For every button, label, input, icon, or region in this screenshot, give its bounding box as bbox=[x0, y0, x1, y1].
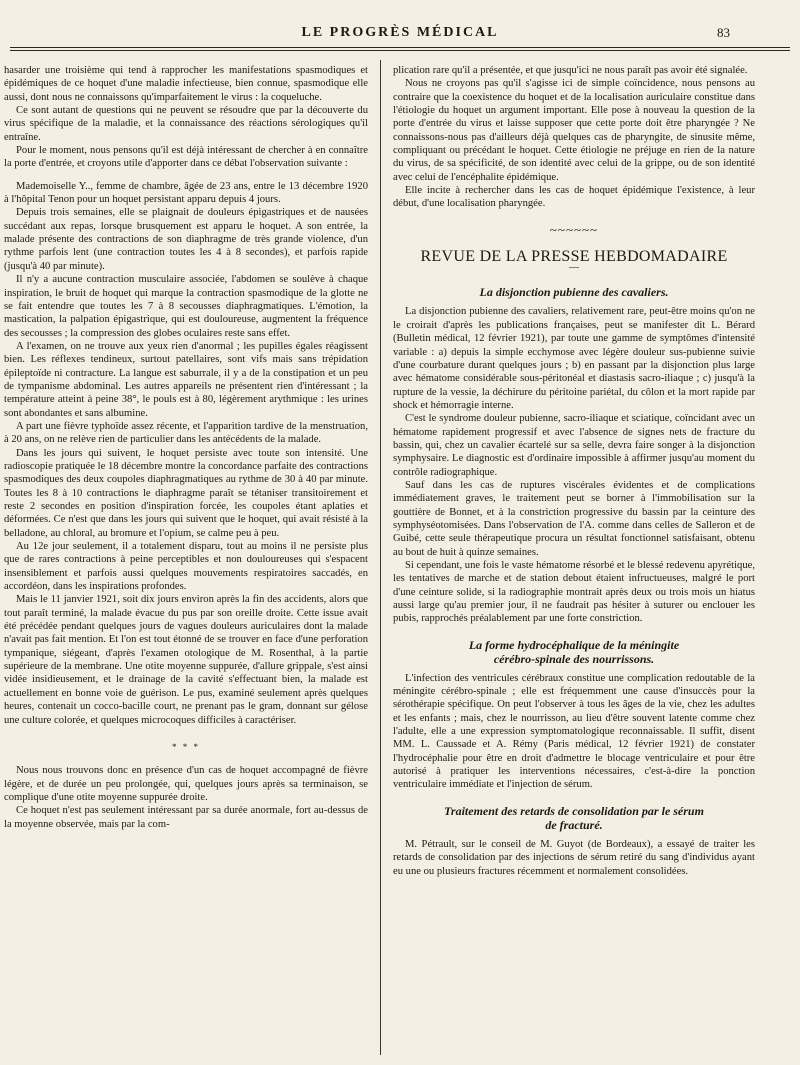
paragraph: Ce hoquet n'est pas seulement intéressant par sa durée anormale, fort au-dessus de la moyenne observée, mais par la com- bbox=[4, 805, 368, 830]
paragraph: Ce sont autant de questions qui ne peuvent se résoudre que par la découverte du virus spécifique de la maladie, et la connaissance des réactions sérologiques qu'il entraîne. bbox=[4, 105, 368, 143]
observation-paragraph: Depuis trois semaines, elle se plaignait de douleurs épigastriques et de nausées succédant aux repas, lorsque brusquement est apparu le hoquet. A son entrée, la malade présente des contractions de son diaphragme de très grande violence, d'un rythme parfois lent (une contraction toutes les 4 à 8 secondes), et parfois rapide (jusqu'à 40 par minute). bbox=[4, 207, 368, 272]
observation-paragraph: A l'examen, on ne trouve aux yeux rien d'anormal ; les pupilles égales réagissent bien. Les réflexes tendineux, surtout patellaires, sont vifs mais sans trépidation épileptoïde ni contracture. La langue est saburrale, il y a de la constipation et un peu de tympanisme abdominal. Les autres appareils ne présentent rien d'intéressant ; la température atteint à peine 38°, le pouls est à 80, légèrement arythmique : les urines sont abondantes et sans albumine. bbox=[4, 340, 368, 419]
section-title: REVUE DE LA PRESSE HEBDOMADAIRE bbox=[420, 248, 728, 266]
paragraph: Nous ne croyons pas qu'il s'agisse ici de simple coïncidence, nous pensons au contraire que la coexistence du hoquet et de la localisation auriculaire constitue dans l'étiologie du hoquet un argument important. Elle pose à nouveau la question de la porte d'entrée du virus et laisse supposer que cette porte doit être pharyngée ? Ne connaissons-nous pas d'ailleurs déjà quelques cas de pharyngite, de sinusite même, compliquant ou précédant le hoquet. Cette étiologie ne préjuge en rien de la nature du virus, de sa spécificité, de son identité avec celui de la grippe, ou de son identité avec celui de l'encéphalite épidémique. bbox=[393, 78, 755, 183]
paragraph: M. Pétrault, sur le conseil de M. Guyot (de Bordeaux), a essayé de traiter les retards de consolidation par des injections de sérum retiré du sang d'individus ayant eu une ou plusieurs fractures récemment et normalement consolidées. bbox=[393, 838, 755, 877]
asterism-separator: * * * bbox=[172, 741, 200, 752]
paragraph: hasarder une troisième qui tend à rapprocher les manifestations spasmodiques et épidémiques de ce hoquet d'une maladie infectieuse, bien connue, spasmodique elle aussi, dont nous ne connaissons qu'imparfaitement le virus : la coqueluche. bbox=[4, 65, 368, 103]
article-heading-line: La forme hydrocéphalique de la méningite bbox=[468, 637, 680, 652]
journal-title: LE PROGRÈS MÉDICAL bbox=[301, 25, 499, 40]
paragraph: C'est le syndrome douleur pubienne, sacro-iliaque et sciatique, coïncidant avec un hématome rapidement progressif et avec l'absence de signes nets de fracture du bassin, qui, chez un cavalier écartelé sur sa selle, devra faire songer à la disjonction symphysaire. Le diagnostic est d'ordinaire impossible à affirmer jusqu'au moment du contrôle radiographique. bbox=[393, 413, 755, 478]
observation-paragraph: Il n'y a aucune contraction musculaire associée, l'abdomen se soulève à chaque inspiration, le bruit de hoquet qui marque la contraction spasmodique de la glotte ne se fait entendre que toutes les 7 à 8 secousses diaphragmatiques. L'émotion, la mastication, la palpation épigastrique, qui est douloureuse, augmentent la fréquence des secousses ; la compression des globes oculaires reste sans effet. bbox=[4, 274, 368, 339]
left-column bbox=[4, 64, 368, 831]
paragraph: Sauf dans les cas de ruptures viscérales évidentes et de complications immédiatement graves, le traitement peut se borner à l'immobilisation sur la gouttière de Bonnet, et à la constriction progressive du bassin par la ceinture des symphyséotomisées. Dans l'observation de l'A. comme dans celles de Salleron et de Guibé, cette seule thérapeutique procura un résultat fonctionnel satisfaisant, obtenu au bout de huit à quinze semaines. bbox=[393, 479, 755, 558]
paragraph: plication rare qu'il a présentée, et que jusqu'ici ne nous paraît pas avoir été signalée. bbox=[393, 65, 748, 76]
paragraph: La disjonction pubienne des cavaliers, relativement rare, peut-être moins qu'on ne le croirait d'après les publications françaises, peut se manifester dit L. Bérard (Bulletin médical, 12 février 1921), par toute une gamme de symptômes d'intensité variable : a) depuis la simple ecchymose avec légère douleur sus-pubienne suivie d'une courbature durant quelques jours ; b) en passant par la disjonction plus large avec hématome considérable sous-péritonéal et diastasis sacro-iliaque ; c) jusqu'à la rupture de la vessie, la déchirure du péritoine pariétal, du côlon et la mort rapide par shock et hémorragie interne. bbox=[393, 306, 755, 411]
page-number: 83 bbox=[717, 25, 730, 40]
observation-paragraph: Dans les jours qui suivent, le hoquet persiste avec toute son intensité. Une radioscopie pratiquée le 18 décembre montre la concordance parfaite des contractions spasmodiques des deux coupoles diaphragmatiques au rythme de 30 à 40 par minute. Toutes les 8 à 10 contractions le diaphragme paraît se tétaniser transitoirement et reste 2 secondes en position d'inspiration forcée, les coupoles étant aplaties et déformées. Ce n'est que dans les jours qui suivent que le hoquet, qui avait résisté à la belladone, au chloral, au bromure et l'opium, se calme peu à peu. bbox=[4, 447, 368, 539]
right-column bbox=[393, 64, 755, 878]
observation-paragraph: A part une fièvre typhoïde assez récente, et l'apparition tardive de la menstruation, à 20 ans, on ne relève rien de particulier dans les antécédents de la malade. bbox=[4, 420, 368, 446]
observation-paragraph: Mademoiselle Y.., femme de chambre, âgée de 23 ans, entre le 13 décembre 1920 à l'hôpital Tenon pour un hoquet persistant apparu depuis 4 jours. bbox=[4, 180, 368, 206]
article-heading-line: cérébro-spinale des nourrissons. bbox=[493, 651, 655, 666]
article-heading bbox=[393, 804, 755, 832]
section-dash: — bbox=[569, 262, 579, 274]
column-divider bbox=[380, 60, 381, 1055]
observation-paragraph: Mais le 11 janvier 1921, soit dix jours environ après la fin des accidents, alors que tout paraît terminé, la malade évacue du pus par son oreille droite. Cette issue avait été précédée pendant quelques jours de vagues douleurs auriculaires dont la malade n'avait pas fait mention. Et l'on est tout étonné de se trouver en face d'une perforation tympanique, siégeant, d'après l'examen otologique de M. Rosenthal, à la partie supérieure de la membrane. Une otite moyenne suppurée, d'allure grippale, s'est ainsi vidée insidieusement, et le drainage de la cavité s'effectuant bien, la malade est actuellement en bonne voie de guérison. Le pus, examiné seulement après quelques heures, contenait un cocco-bacille court, ne prenant pas le gram, donnant sur gélose une culture colorée, et quelques microcoques difficiles à caractériser. bbox=[4, 594, 368, 726]
article-heading-line: Traitement des retards de consolidation par le sérum bbox=[444, 803, 704, 818]
paragraph: Pour le moment, nous pensons qu'il est déjà intéressant de chercher à en connaître la porte d'entrée, et croyons utile d'apporter dans ce débat l'observation suivante : bbox=[4, 145, 368, 170]
paragraph: Elle incite à rechercher dans les cas de hoquet épidémique l'existence, à leur début, d'une localisation pharyngée. bbox=[393, 185, 755, 210]
observation-paragraph: Au 12e jour seulement, il a totalement disparu, tout au moins il ne persiste plus que de rares contractions à peine perceptibles et non douloureuses qui s'espacent insensiblement et parfois aussi quelques mouvements respiratoires saccadés, en accordéon, dans les inspirations profondes. bbox=[4, 541, 368, 593]
header-rule-double bbox=[10, 50, 790, 51]
article-heading: La disjonction pubienne des cavaliers. bbox=[479, 285, 669, 300]
wavy-separator: ~~~~~~ bbox=[549, 221, 599, 237]
paragraph: L'infection des ventricules cérébraux constitue une complication redoutable de la méningite cérébro-spinale ; elle est fréquemment une cause d'insuccès pour la sérothérapie spécifique. On peut l'observer à tous les âges de la vie, chez les adultes et les enfants ; mais, chez le nourrisson, au lieu d'être souvent latente comme chez l'adulte, elle a une expression symptomatologique reconnaissable. Il suffit, disent MM. L. Caussade et A. Rémy (Paris médical, 12 février 1921) de constater l'hydrocéphalie pour être en droit d'admettre le blocage ventriculaire et pour être autorisé à pratiquer les interventions nécessaires, c'est-à-dire la ponction ventriculaire immédiate et l'injection de sérum. bbox=[393, 672, 755, 791]
paragraph: Si cependant, une fois le vaste hématome résorbé et le blessé redevenu apyrétique, les tentatives de marche et de station debout étaient infructueuses, malgré le port d'une ceinture solide, si la radiographie montrait après deux ou trois mois un hiatus aussi large qu'au premier jour, il ne faudrait pas hésiter à suturer ou enclouer les pubis, rapprochés préalablement par une forte constriction. bbox=[393, 560, 755, 625]
article-heading-line: de fracturé. bbox=[545, 817, 603, 832]
paragraph: Nous nous trouvons donc en présence d'un cas de hoquet accompagné de fièvre légère, et de durée un peu prolongée, qui, quelques jours après sa terminaison, se complique d'une otite moyenne suppurée droite. bbox=[4, 765, 368, 803]
article-heading bbox=[393, 638, 755, 666]
header-rule bbox=[10, 47, 790, 48]
